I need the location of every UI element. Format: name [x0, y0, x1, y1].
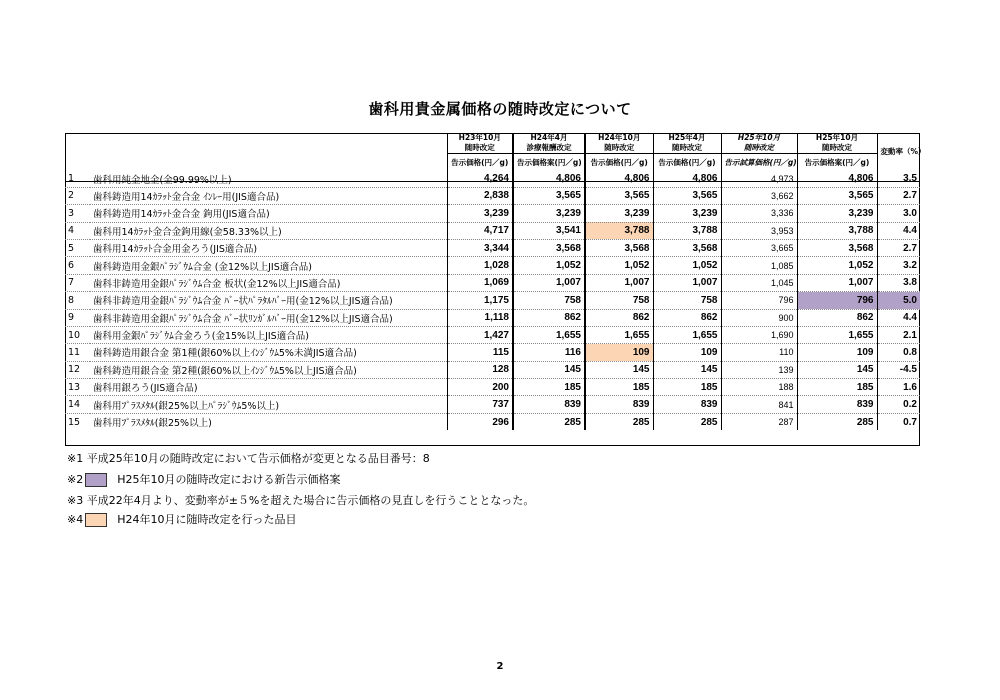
price-cell: 758: [585, 292, 653, 309]
table-row: [65, 361, 920, 378]
price-cell: 3,788: [585, 222, 653, 239]
price-cell: 839: [585, 396, 653, 413]
price-cell: 1,007: [797, 274, 877, 291]
price-cell: 1,427: [447, 326, 513, 343]
header-blank: [65, 133, 447, 154]
price-cell: 1,007: [653, 274, 721, 291]
item-name: 歯科用14ｶﾗｯﾄ合金用金ろう(JIS適合品): [90, 239, 447, 256]
row-number: 2: [65, 187, 90, 204]
price-cell: 900: [721, 309, 797, 326]
price-cell: 758: [513, 292, 585, 309]
price-cell: 285: [653, 413, 721, 430]
table-row: [65, 379, 920, 396]
price-cell: 110: [721, 344, 797, 361]
price-cell: 1,007: [513, 274, 585, 291]
price-cell: 3,239: [513, 205, 585, 222]
table-row: [65, 413, 920, 430]
price-cell: 862: [513, 309, 585, 326]
rate-cell: 3.0: [877, 205, 920, 222]
price-cell: 1,118: [447, 309, 513, 326]
price-cell: 145: [585, 361, 653, 378]
row-number: 13: [65, 379, 90, 396]
item-name: 歯科用ﾌﾟﾗｽﾒﾀﾙ(銀25%以上): [90, 413, 447, 430]
price-cell: 1,655: [585, 326, 653, 343]
item-name: 歯科鋳造用銀合金 第1種(銀60%以上ｲﾝｼﾞｳﾑ5%未満JIS適合品): [90, 344, 447, 361]
table-row: [65, 344, 920, 361]
item-name: 歯科用銀ろう(JIS適合品): [90, 379, 447, 396]
rate-cell: 0.7: [877, 413, 920, 430]
price-cell: 839: [797, 396, 877, 413]
unit-blank: [65, 154, 447, 171]
note-3: ※3 平成22年4月より、変動率が±５%を超えた場合に告示価格の見直しを行うこととなった。: [67, 494, 535, 507]
price-cell: 285: [797, 413, 877, 430]
rate-cell: 3.2: [877, 257, 920, 274]
table-row: [65, 170, 920, 187]
price-cell: 285: [585, 413, 653, 430]
rate-header: 変動率（%）: [877, 133, 920, 170]
price-cell: 3,568: [653, 239, 721, 256]
price-cell: 3,565: [653, 187, 721, 204]
row-number: 7: [65, 274, 90, 291]
price-cell: 185: [585, 379, 653, 396]
col-header-1: H23年10月 随時改定: [447, 133, 513, 154]
price-cell: 3,662: [721, 187, 797, 204]
row-number: 6: [65, 257, 90, 274]
col-header-3: H24年10月 随時改定: [585, 133, 653, 154]
price-cell: 296: [447, 413, 513, 430]
table-row: [65, 222, 920, 239]
table-row: [65, 274, 920, 291]
table-row: [65, 205, 920, 222]
price-cell: 109: [585, 344, 653, 361]
rate-cell: 3.8: [877, 274, 920, 291]
row-number: 3: [65, 205, 90, 222]
price-cell: 1,052: [513, 257, 585, 274]
price-cell: 4,806: [513, 170, 585, 187]
price-cell: 1,655: [513, 326, 585, 343]
price-cell: 1,045: [721, 274, 797, 291]
price-cell: 839: [513, 396, 585, 413]
note-4: ※4 H24年10月に随時改定を行った品目: [67, 513, 297, 526]
table-row: [65, 187, 920, 204]
item-name: 歯科非鋳造用金銀ﾊﾟﾗｼﾞｳﾑ合金 ﾊﾞｰ状ﾊﾟﾗﾀﾙﾊﾞｰ用(金12%以上JIS適合品): [90, 292, 447, 309]
price-cell: 115: [447, 344, 513, 361]
price-cell: 796: [797, 292, 877, 309]
price-cell: 109: [797, 344, 877, 361]
price-cell: 4,806: [653, 170, 721, 187]
price-cell: 4,717: [447, 222, 513, 239]
price-cell: 1,052: [585, 257, 653, 274]
page-number: 2: [496, 661, 504, 672]
price-cell: 796: [721, 292, 797, 309]
row-number: 12: [65, 361, 90, 378]
col-header-4: H25年4月 随時改定: [653, 133, 721, 154]
unit-4: 告示価格(円／g): [653, 154, 721, 171]
price-cell: 3,565: [797, 187, 877, 204]
item-name: 歯科鋳造用14ｶﾗｯﾄ金合金 鉤用(JIS適合品): [90, 205, 447, 222]
row-number: 15: [65, 413, 90, 430]
table-row: [65, 326, 920, 343]
price-cell: 3,568: [797, 239, 877, 256]
rate-cell: 0.8: [877, 344, 920, 361]
price-cell: 3,239: [585, 205, 653, 222]
item-name: 歯科鋳造用金銀ﾊﾟﾗｼﾞｳﾑ合金 (金12%以上JIS適合品): [90, 257, 447, 274]
price-cell: 3,344: [447, 239, 513, 256]
price-cell: 3,239: [447, 205, 513, 222]
purple-swatch: [85, 473, 107, 487]
price-cell: 145: [653, 361, 721, 378]
price-cell: 4,806: [797, 170, 877, 187]
item-name: 歯科非鋳造用金銀ﾊﾟﾗｼﾞｳﾑ合金 板状(金12%以上JIS適合品): [90, 274, 447, 291]
unit-3: 告示価格(円／g): [585, 154, 653, 171]
price-cell: 3,568: [513, 239, 585, 256]
price-cell: 4,806: [585, 170, 653, 187]
price-cell: 3,239: [797, 205, 877, 222]
price-cell: 3,565: [585, 187, 653, 204]
price-cell: 862: [653, 309, 721, 326]
price-cell: 737: [447, 396, 513, 413]
table-row: [65, 239, 920, 256]
rate-cell: 5.0: [877, 292, 920, 309]
rate-cell: 4.4: [877, 222, 920, 239]
price-cell: 3,541: [513, 222, 585, 239]
row-number: 1: [68, 173, 75, 185]
unit-1: 告示価格(円／g): [447, 154, 513, 171]
price-cell: 3,788: [797, 222, 877, 239]
price-table: [65, 133, 926, 430]
price-cell: 3,565: [513, 187, 585, 204]
peach-swatch: [85, 513, 107, 527]
price-cell: 285: [513, 413, 585, 430]
row-number: 14: [65, 396, 90, 413]
rate-cell: 4.4: [877, 309, 920, 326]
price-cell: 3,665: [721, 239, 797, 256]
page-title: 歯科用貴金属価格の随時改定について: [368, 100, 632, 118]
item-name: 歯科用純金地金(金99.99%以上): [93, 174, 232, 186]
rate-cell: 2.7: [877, 187, 920, 204]
row-number: 8: [65, 292, 90, 309]
rate-cell: 2.7: [877, 239, 920, 256]
rate-cell: -4.5: [877, 361, 920, 378]
note-2: ※2 H25年10月の随時改定における新告示価格案: [67, 473, 341, 486]
price-cell: 4,973: [721, 170, 797, 187]
price-cell: 188: [721, 379, 797, 396]
row-number: 5: [65, 239, 90, 256]
price-cell: 841: [721, 396, 797, 413]
price-cell: 758: [653, 292, 721, 309]
price-cell: 3,953: [721, 222, 797, 239]
col-header-2: H24年4月 診療報酬改定: [513, 133, 585, 154]
price-cell: 139: [721, 361, 797, 378]
col-header-5: H25年10月 随時改定: [721, 133, 797, 154]
price-cell: 287: [721, 413, 797, 430]
rate-cell: 3.5: [877, 170, 920, 187]
rate-cell: 1.6: [877, 379, 920, 396]
unit-2: 告示価格案(円／g): [513, 154, 585, 171]
unit-6: 告示価格案(円／g): [797, 154, 877, 171]
price-cell: 145: [797, 361, 877, 378]
item-name: 歯科用14ｶﾗｯﾄ金合金鉤用線(金58.33%以上): [90, 222, 447, 239]
price-cell: 3,336: [721, 205, 797, 222]
price-cell: 185: [797, 379, 877, 396]
table-row: [65, 309, 920, 326]
price-cell: 4,264: [447, 170, 513, 187]
row-number: 4: [65, 222, 90, 239]
item-name: 歯科鋳造用銀合金 第2種(銀60%以上ｲﾝｼﾞｳﾑ5%以上JIS適合品): [90, 361, 447, 378]
price-cell: 1,028: [447, 257, 513, 274]
price-cell: 185: [653, 379, 721, 396]
price-cell: 145: [513, 361, 585, 378]
price-cell: 1,052: [797, 257, 877, 274]
price-cell: 185: [513, 379, 585, 396]
price-cell: 3,568: [585, 239, 653, 256]
price-cell: 116: [513, 344, 585, 361]
price-cell: 1,690: [721, 326, 797, 343]
price-cell: 862: [797, 309, 877, 326]
row-number: 11: [65, 344, 90, 361]
header-divider: [65, 181, 920, 182]
rate-cell: 0.2: [877, 396, 920, 413]
item-name: 歯科用金銀ﾊﾟﾗｼﾞｳﾑ合金ろう(金15%以上JIS適合品): [90, 326, 447, 343]
table-row: [65, 292, 920, 309]
row-number: 10: [65, 326, 90, 343]
table-row: [65, 257, 920, 274]
item-name: 歯科鋳造用14ｶﾗｯﾄ金合金 ｲﾝﾚｰ用(JIS適合品): [90, 187, 447, 204]
price-cell: 1,007: [585, 274, 653, 291]
item-name: 歯科用ﾌﾟﾗｽﾒﾀﾙ(銀25%以上ﾊﾟﾗｼﾞｳﾑ5%以上): [90, 396, 447, 413]
price-cell: 2,838: [447, 187, 513, 204]
item-name: 歯科非鋳造用金銀ﾊﾟﾗｼﾞｳﾑ合金 ﾊﾞｰ状ﾘﾝｶﾞﾙﾊﾞｰ用(金12%以上JIS適合品): [90, 309, 447, 326]
price-cell: 109: [653, 344, 721, 361]
price-cell: 862: [585, 309, 653, 326]
row-number: 9: [65, 309, 90, 326]
col-header-6: H25年10月 随時改定: [797, 133, 877, 154]
rate-cell: 2.1: [877, 326, 920, 343]
price-cell: 3,239: [653, 205, 721, 222]
price-cell: 3,788: [653, 222, 721, 239]
price-cell: 1,069: [447, 274, 513, 291]
price-cell: 1,655: [797, 326, 877, 343]
price-cell: 1,655: [653, 326, 721, 343]
price-cell: 200: [447, 379, 513, 396]
table-row: [65, 396, 920, 413]
price-cell: 1,052: [653, 257, 721, 274]
price-cell: 1,175: [447, 292, 513, 309]
note-1: ※1 平成25年10月の随時改定において告示価格が変更となる品目番号：8: [67, 452, 430, 465]
price-cell: 839: [653, 396, 721, 413]
price-cell: 128: [447, 361, 513, 378]
price-cell: 1,085: [721, 257, 797, 274]
unit-5: 告示試算価格(円／g): [721, 154, 797, 171]
